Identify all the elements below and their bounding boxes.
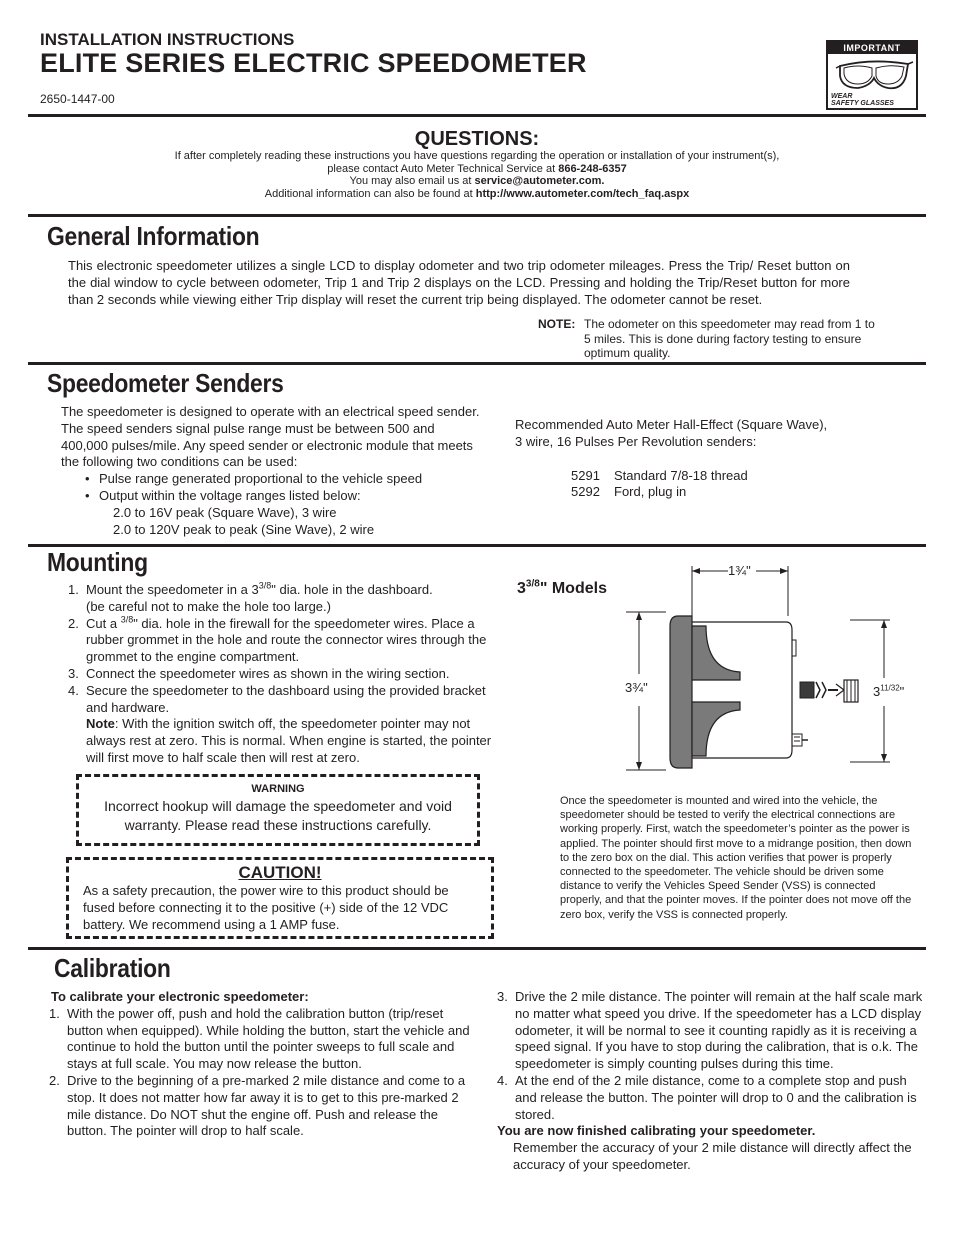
- caution-box: [66, 857, 494, 939]
- warning-box: [76, 774, 480, 846]
- list-item: 3. Drive the 2 mile distance. The pointer will remain at the half scale mark no matter what speed you drive. If the speedometer has a LCD display odometer, it will be normal to see it counting rapidly as it is receiving a speed signal. If you have to stop during the calibration, that is o.k. The speedometer is simply counting pulses during this time.: [497, 989, 923, 1072]
- badge-wear-text: WEAR SAFETY GLASSES: [831, 93, 894, 107]
- list-item: 1. Mount the speedometer in a $3^{3/8}$" dia. hole in the dashboard. (be careful not to make the hole too large.): [68, 580, 433, 614]
- sender-part-row: 5291 Standard 7/8-18 thread: [571, 467, 748, 483]
- senders-conditions-list: [85, 471, 481, 505]
- dimension-depth-label: 1¾": [728, 563, 751, 578]
- support-email[interactable]: service@autometer.com.: [474, 175, 605, 187]
- list-item: 1. With the power off, push and hold the calibration button (trip/reset button when equipped). While holding the button, start the vehicle and continue to hold the button until the pointer sweeps to full scale and stays at full scale. You may now release the button.: [49, 1005, 470, 1072]
- calibration-accuracy-note: Remember the accuracy of your 2 mile distance will directly affect the accuracy of your speedometer.: [513, 1140, 912, 1172]
- faq-link[interactable]: http://www.autometer.com/tech_faq.aspx: [475, 187, 690, 200]
- general-information-text: This electronic speedometer utilizes a single LCD to display odometer and two trip odometer mileages. Press the Trip/ Reset button on the dial window to cycle between odometer, Trip 1 and Trip 2 displays on the LCD. Pressing and holding the Trip/Reset button for more than 2 seconds while viewing either Trip display will reset the current trip being displayed. The odometer cannot be reset.: [68, 258, 850, 307]
- list-item: 4. Secure the speedometer to the dashboard using the provided bracket and hardware. Note: With the ignition switch off, the speedometer pointer may not always rest at zero. This is normal. When engine is started, the pointer will first move to half scale then will rest at zero.: [68, 682, 492, 765]
- list-item: 2. Drive to the beginning of a pre-marked 2 mile distance and come to a stop. It does not matter how far away it is to get to this pre-marked 2 mile distance. Do NOT shut the engine off. Push and release the button. The pointer will drop to half scale.: [49, 1072, 466, 1139]
- calibration-intro: To calibrate your electronic speedometer:: [51, 989, 309, 1004]
- document-title: ELITE SERIES ELECTRIC SPEEDOMETER: [40, 48, 587, 78]
- list-item: 3. Connect the speedometer wires as shown in the wiring section.: [68, 665, 450, 681]
- diagram-title: $3^{3/8}$" Models: [517, 578, 607, 597]
- part-number: 2650-1447-00: [40, 92, 115, 106]
- warning-title: WARNING: [251, 783, 305, 795]
- list-item: • Output within the voltage ranges listed below:: [85, 488, 481, 505]
- questions-text: If after completely reading these instructions you have questions regarding the operation or installation of your instrument(s), please contact Auto Meter Technical Service at 866-248-6357 You may also email us at service@autometer.com. Additional information can also be found at http://www.autometer.com/tech_faq.aspx: [174, 150, 780, 200]
- mounting-heading: Mounting: [47, 547, 148, 577]
- support-phone: 866-248-6357: [558, 162, 627, 175]
- badge-important-label: IMPORTANT: [828, 42, 916, 54]
- section-divider: [28, 544, 926, 547]
- warning-text: Incorrect hookup will damage the speedometer and void warranty. Please read these instructions carefully.: [104, 798, 452, 833]
- voltage-range: 2.0 to 16V peak (Square Wave), 3 wire: [113, 504, 337, 520]
- dimension-height-label: 3¾": [625, 680, 648, 695]
- verify-operation-text: Once the speedometer is mounted and wired into the vehicle, the speedometer should be tested to verify the electrical connections are working properly. First, watch the speedometer’s pointer as the power is applied. The pointer should first move to a midrange position, then down to the zero box on the dial. This action verifies that power is properly connected to the speedometer. The vehicle should be driven some distance to verify the Vehicles Speed Sender (VSS) is connected properly, and that the pointer moves. If the pointer does not move off the zero box, verify the VSS is connected properly.: [560, 795, 912, 921]
- mounting-steps: [68, 582, 508, 767]
- speedometer-senders-heading: Speedometer Senders: [47, 368, 284, 398]
- calibration-finished: You are now finished calibrating your speedometer.: [497, 1123, 816, 1139]
- list-item: • Pulse range generated proportional to the vehicle speed: [85, 471, 481, 488]
- sender-part-row: 5292 Ford, plug in: [571, 484, 687, 500]
- senders-description: The speedometer is designed to operate with an electrical speed sender. The speed senders signal pulse range must be between 500 and 400,000 pulses/mile. Any speed sender or electronic module that meets the following two conditions can be used: • Pulse range generated proportional to the vehicle speed • Output within the voltage ranges listed below: 2.0 to 16V peak (Square Wave), 3 wire 2.0 to 120V peak to peak (Sine Wave), 2 wire: [61, 404, 481, 538]
- document-subtitle: INSTALLATION INSTRUCTIONS: [40, 30, 295, 49]
- calibration-heading: Calibration: [54, 953, 171, 983]
- header-divider: [28, 114, 926, 117]
- odometer-note: NOTE: The odometer on this speedometer may read from 1 to 5 miles. This is done during factory testing to ensure optimum quality.: [538, 317, 875, 360]
- section-divider: [28, 362, 926, 365]
- general-information-heading: General Information: [47, 221, 260, 251]
- safety-glasses-badge: [826, 40, 918, 110]
- voltage-range: 2.0 to 120V peak to peak (Sine Wave), 2 wire: [113, 521, 375, 537]
- section-divider: [28, 214, 926, 217]
- list-item: 4. At the end of the 2 mile distance, come to a complete stop and push and release the button. The pointer will drop to 0 and the calibration is stored.: [497, 1072, 917, 1122]
- list-item: 2. Cut a $^{3/8}$" dia. hole in the firewall for the speedometer wires. Place a rubber grommet in the hole and route the connector wires through the grommet to the engine compartment.: [68, 614, 487, 665]
- calibration-steps-right: [497, 989, 923, 1174]
- section-divider: [28, 947, 926, 950]
- questions-heading: QUESTIONS:: [414, 128, 540, 150]
- caution-text: As a safety precaution, the power wire to this product should be fused before connecting it to the positive (+) side of the 12 VDC battery. We recommend using a 1 AMP fuse.: [83, 883, 449, 932]
- speedometer-dimension-diagram: [600, 560, 930, 780]
- dimension-bezel-label: $3^{11/32}$": [873, 683, 905, 699]
- caution-title: CAUTION!: [238, 863, 322, 882]
- recommended-senders: Recommended Auto Meter Hall-Effect (Square Wave), 3 wire, 16 Pulses Per Revolution senders: 5291 Standard 7/8-18 thread 5292 Ford, plug in: [515, 417, 915, 501]
- calibration-steps-left: [51, 989, 475, 1140]
